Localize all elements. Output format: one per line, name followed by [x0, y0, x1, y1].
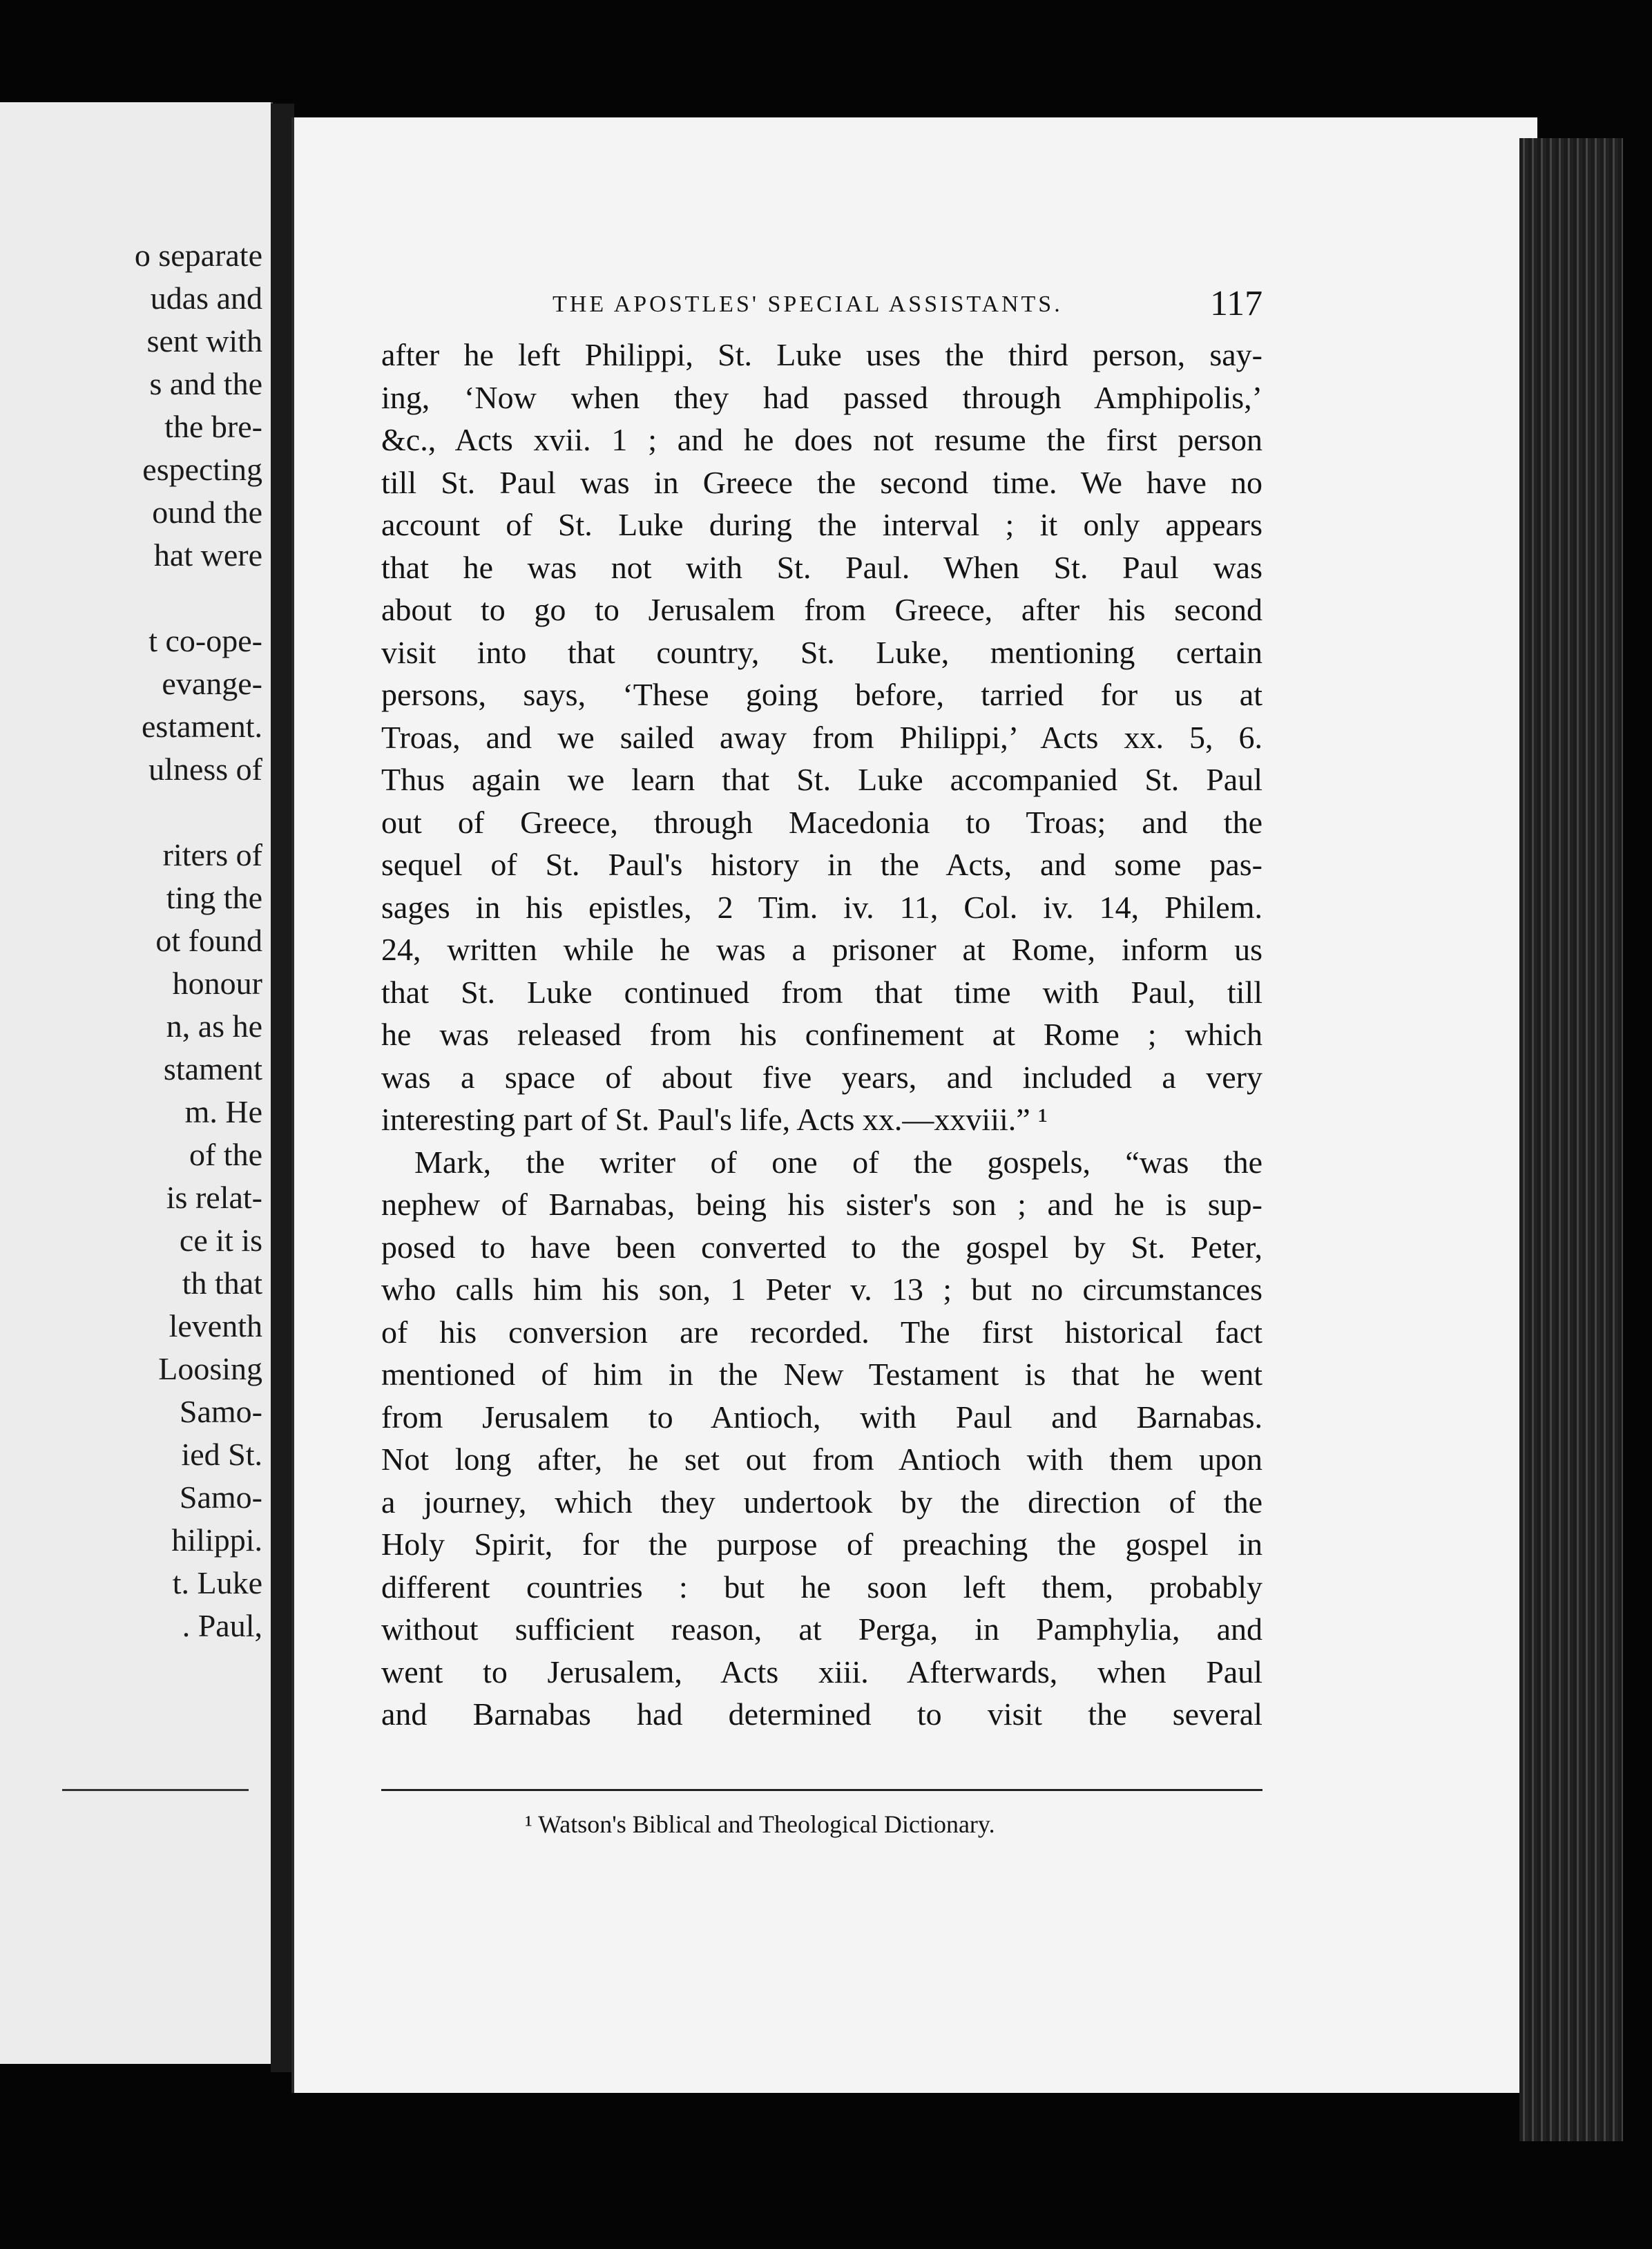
- left-page-line: ied St.: [181, 1437, 262, 1472]
- body-line: Holy Spirit, for the purpose of preaching the gospel in: [381, 1527, 1262, 1562]
- body-line: Thus again we learn that St. Luke accompanied St. Paul: [381, 762, 1262, 797]
- left-page-line: ound the: [152, 495, 262, 530]
- body-line: different countries : but he soon left them, probably: [381, 1569, 1262, 1605]
- body-line: ing, ‘Now when they had passed through Amphipolis,’: [381, 379, 1262, 415]
- body-line: posed to have been converted to the gospel by St. Peter,: [381, 1229, 1262, 1265]
- left-page: [0, 102, 273, 2064]
- left-page-line: n, as he: [166, 1008, 262, 1044]
- body-line: who calls him his son, 1 Peter v. 13 ; but no circumstances: [381, 1272, 1262, 1307]
- footnote: ¹ Watson's Biblical and Theological Dictionary.: [525, 1810, 995, 1838]
- left-page-line: sent with: [146, 323, 262, 358]
- body-line: Mark, the writer of one of the gospels, “was the: [414, 1144, 1262, 1180]
- body-line: sequel of St. Paul's history in the Acts, and some pas-: [381, 847, 1262, 882]
- left-page-line: especting: [142, 452, 262, 487]
- body-line: went to Jerusalem, Acts xiii. Afterwards, when Paul: [381, 1654, 1262, 1690]
- body-line: account of St. Luke during the interval ; it only appears: [381, 507, 1262, 542]
- left-page-line: ulness of: [148, 752, 262, 787]
- left-page-line: s and the: [149, 366, 262, 401]
- body-line: persons, says, ‘These going before, tarried for us at: [381, 677, 1262, 712]
- left-page-line: Samo-: [179, 1480, 262, 1515]
- left-page-line: . Paul,: [182, 1608, 262, 1643]
- body-line: that he was not with St. Paul. When St. Paul was: [381, 549, 1262, 585]
- body-line: visit into that country, St. Luke, mentioning certain: [381, 634, 1262, 670]
- left-page-line: t co-ope-: [148, 623, 262, 658]
- body-line: interesting part of St. Paul's life, Acts xx.—xxviii.” ¹: [381, 1102, 1048, 1137]
- left-footnote-rule: [62, 1789, 249, 1791]
- book-page-edges: [1519, 138, 1623, 2141]
- body-line: till St. Paul was in Greece the second time. We have no: [381, 464, 1262, 500]
- body-line: he was released from his confinement at Rome ; which: [381, 1017, 1262, 1052]
- body-line: a journey, which they undertook by the direction of the: [381, 1484, 1262, 1520]
- left-page-line: riters of: [162, 837, 262, 872]
- left-page-line: udas and: [150, 280, 262, 316]
- left-page-line: stament: [163, 1051, 262, 1087]
- left-page-line: o separate: [134, 238, 262, 273]
- body-line: nephew of Barnabas, being his sister's son ; and he is sup-: [381, 1187, 1262, 1222]
- left-page-line: leventh: [169, 1308, 262, 1343]
- body-line: about to go to Jerusalem from Greece, after his second: [381, 592, 1262, 627]
- left-page-line: honour: [172, 966, 262, 1001]
- running-head: THE APOSTLES' SPECIAL ASSISTANTS.: [553, 291, 1063, 317]
- left-page-line: ce it is: [179, 1223, 262, 1258]
- body-line: out of Greece, through Macedonia to Troas; and the: [381, 804, 1262, 840]
- left-page-line: t. Luke: [172, 1565, 262, 1600]
- body-line: Troas, and we sailed away from Philippi,’ Acts xx. 5, 6.: [381, 719, 1262, 755]
- footnote-rule: [381, 1789, 1262, 1791]
- body-line: of his conversion are recorded. The first historical fact: [381, 1314, 1262, 1350]
- left-page-line: the bre-: [164, 409, 262, 444]
- body-line: and Barnabas had determined to visit the several: [381, 1696, 1262, 1732]
- body-line: was a space of about five years, and included a very: [381, 1059, 1262, 1095]
- left-page-line: of the: [189, 1137, 262, 1172]
- book-gutter: [271, 104, 294, 2072]
- left-page-line: ot found: [155, 923, 262, 958]
- body-line: Not long after, he set out from Antioch with them upon: [381, 1442, 1262, 1477]
- body-line: after he left Philippi, St. Luke uses the third person, say-: [381, 337, 1262, 372]
- left-page-line: Loosing: [158, 1351, 262, 1386]
- left-page-line: hilippi.: [171, 1522, 262, 1558]
- left-page-line: estament.: [142, 709, 262, 744]
- page-number: 117: [1210, 284, 1263, 323]
- body-line: &c., Acts xvii. 1 ; and he does not resume the first person: [381, 422, 1262, 457]
- body-line: mentioned of him in the New Testament is that he went: [381, 1357, 1262, 1392]
- left-page-line: hat were: [153, 537, 262, 573]
- left-page-line: is relat-: [166, 1180, 262, 1215]
- body-line: without sufficient reason, at Perga, in Pamphylia, and: [381, 1611, 1262, 1647]
- body-line: from Jerusalem to Antioch, with Paul and Barnabas.: [381, 1399, 1262, 1435]
- left-page-line: m. He: [184, 1094, 262, 1129]
- left-page-line: evange-: [162, 666, 262, 701]
- body-line: that St. Luke continued from that time with Paul, till: [381, 974, 1262, 1010]
- left-page-line: ting the: [166, 880, 262, 915]
- body-line: 24, written while he was a prisoner at Rome, inform us: [381, 932, 1262, 967]
- left-page-line: th that: [182, 1265, 262, 1301]
- body-line: sages in his epistles, 2 Tim. iv. 11, Col. iv. 14, Philem.: [381, 889, 1262, 925]
- left-page-line: Samo-: [179, 1394, 262, 1429]
